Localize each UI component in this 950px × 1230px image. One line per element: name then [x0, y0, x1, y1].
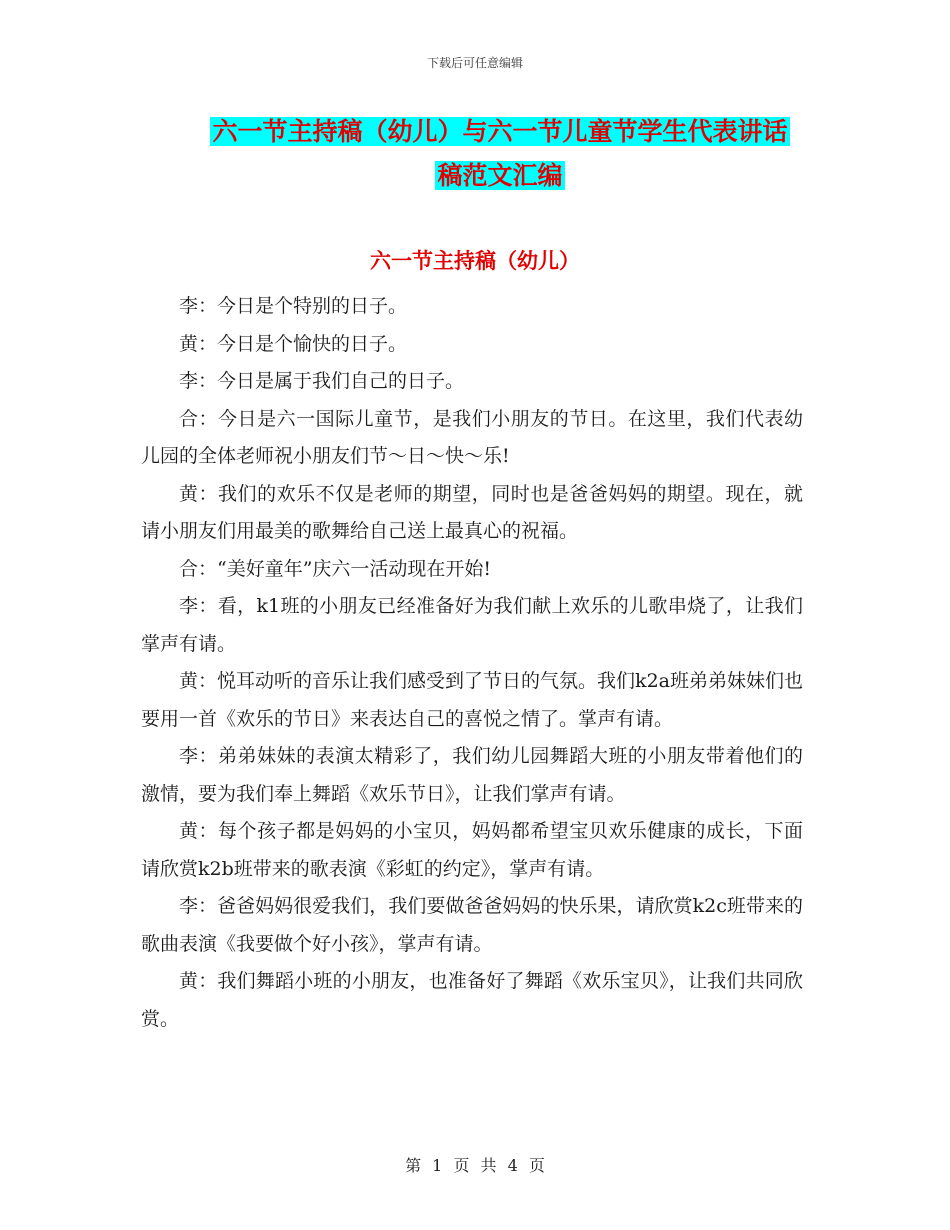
- paragraph: 李：今日是个特别的日子。: [179, 295, 408, 317]
- paragraph: 黄：我们的欢乐不仅是老师的期望，同时也是爸爸妈妈的期望。现在，就请小朋友们用最美的歌舞给自己送上最真心的祝福。: [141, 482, 803, 542]
- paragraph: 李：今日是属于我们自己的日子。: [179, 370, 465, 392]
- paragraph: 李：看，k1班的小朋友已经准备好为我们献上欢乐的儿歌串烧了，让我们掌声有请。: [141, 595, 803, 655]
- paragraph: 李：弟弟妹妹的表演太精彩了，我们幼儿园舞蹈大班的小朋友带着他们的激情，要为我们奉上舞蹈《欢乐节日》，让我们掌声有请。: [141, 745, 803, 805]
- paragraph: 合：“美好童年”庆六一活动现在开始!: [179, 557, 492, 580]
- document-title-line-1: 六一节主持稿（幼儿）与六一节儿童节学生代表讲话: [212, 117, 788, 146]
- document-title-line-2: 稿范文汇编: [437, 161, 563, 190]
- header-note: 下载后可任意编辑: [426, 56, 523, 70]
- document-body: [141, 288, 803, 1038]
- paragraph: 黄：悦耳动听的音乐让我们感受到了节日的气氛。我们k2a班弟弟妹妹们也要用一首《欢乐的节日》来表达自己的喜悦之情了。掌声有请。: [141, 670, 803, 730]
- paragraph: 黄：我们舞蹈小班的小朋友，也准备好了舞蹈《欢乐宝贝》，让我们共同欣赏。: [141, 970, 803, 1030]
- paragraph: 黄：今日是个愉快的日子。: [179, 332, 408, 355]
- section-title: 六一节主持稿（幼儿）: [370, 249, 580, 273]
- page-footer: 第 1 页 共 4 页: [405, 1156, 545, 1175]
- document-title: [140, 110, 860, 198]
- paragraph: 李：爸爸妈妈很爱我们，我们要做爸爸妈妈的快乐果，请欣赏k2c班带来的歌曲表演《我要做个好小孩》，掌声有请。: [141, 895, 803, 955]
- paragraph: 合：今日是六一国际儿童节，是我们小朋友的节日。在这里，我们代表幼儿园的全体老师祝小朋友们节～日～快～乐!: [141, 407, 803, 467]
- paragraph: 黄：每个孩子都是妈妈的小宝贝，妈妈都希望宝贝欢乐健康的成长，下面请欣赏k2b班带来的歌表演《彩虹的约定》，掌声有请。: [141, 820, 803, 880]
